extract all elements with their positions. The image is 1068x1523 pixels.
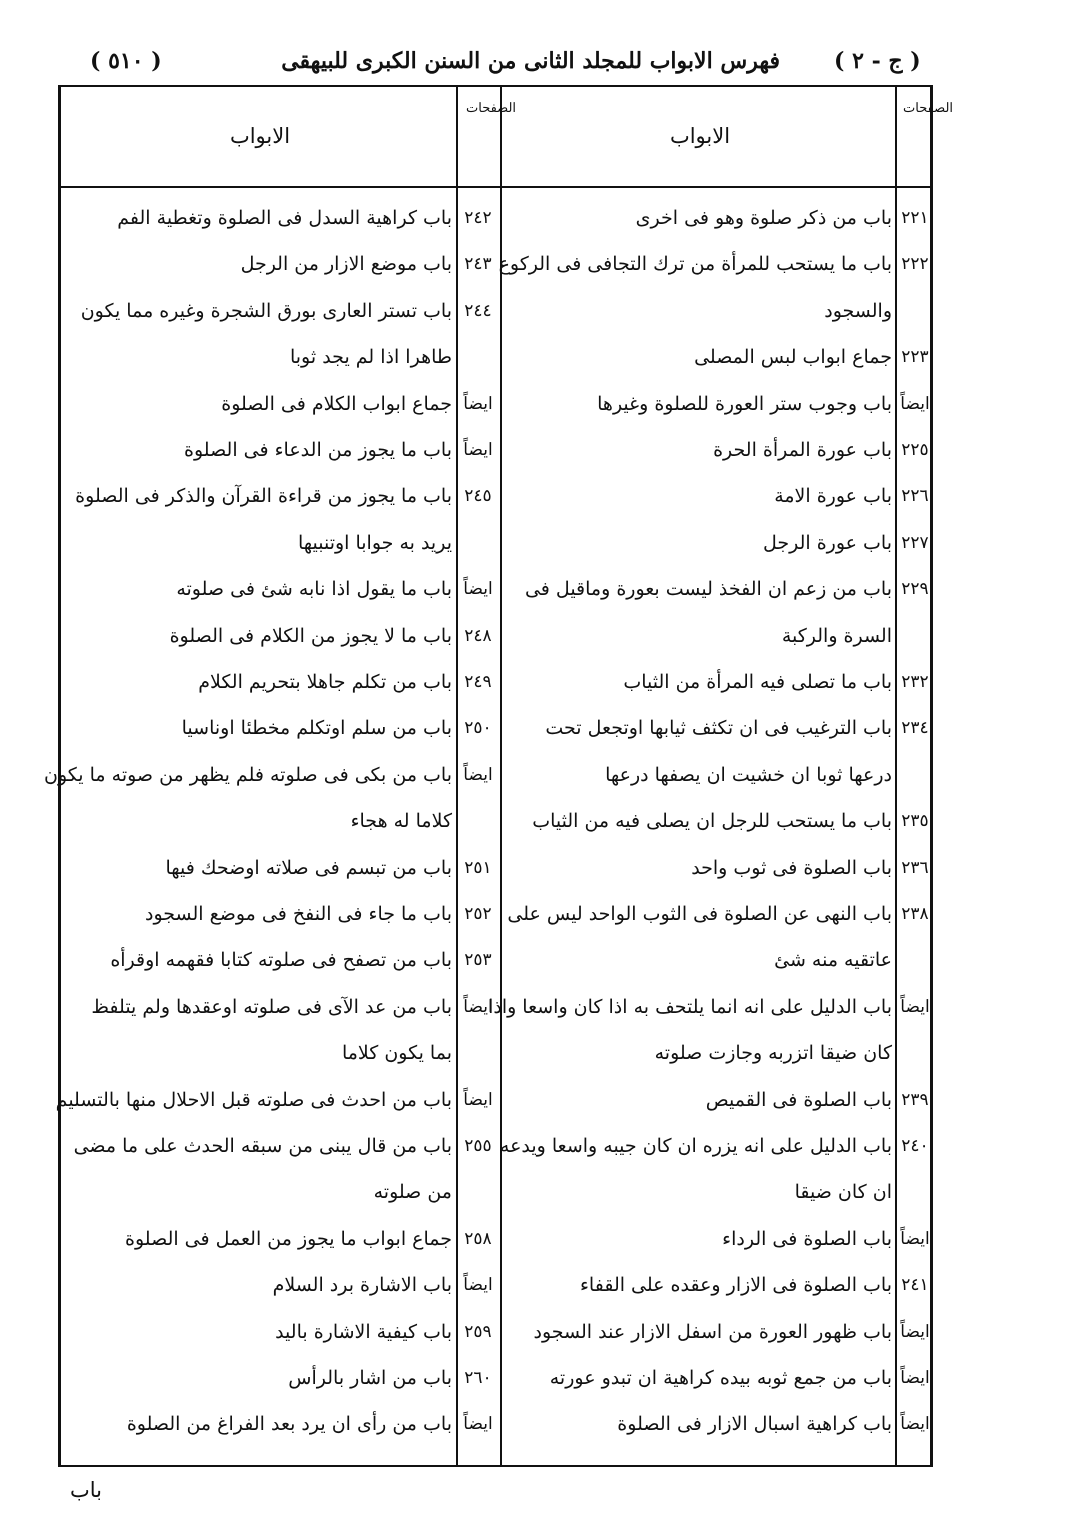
entry-title: جماع ابواب ما يجوز من العمل فى الصلوة — [125, 1227, 452, 1250]
entry-title: باب من ذكر صلوة وهو فى اخرى — [635, 207, 892, 229]
catchword: باب — [70, 1478, 103, 1502]
right-column-heading: الابواب — [669, 124, 731, 148]
entry-continuation: يريد به جوابا اوتنبيها — [297, 531, 452, 554]
entry-page-number: ٢٣٢ — [901, 672, 929, 692]
entry-page-number: ٢٣٥ — [901, 811, 929, 832]
entry-title: باب ما جاء فى النفخ فى موضع السجود — [145, 903, 452, 925]
entry-title: باب الدليل على انه انما يلتحف به اذا كان واسعا واذا — [488, 995, 892, 1018]
entry-page-number: ايضاً — [900, 1414, 930, 1435]
entry-title: باب الصلوة فى الازار وعقده على القفاء — [580, 1274, 892, 1297]
entry-title: باب الصلوة فى ثوب واحد — [691, 856, 892, 879]
entry-title: باب من سلم اوتكلم مخطئا اوناسيا — [181, 717, 452, 740]
entry-page-number: ٢٥٩ — [464, 1321, 492, 1342]
entry-continuation: بما يكون كلاما — [341, 1042, 452, 1065]
column-divider — [500, 85, 502, 1467]
entry-continuation: من صلوته — [373, 1181, 452, 1204]
left-column-heading: الابواب — [229, 124, 291, 148]
entry-page-number: ٢٢١ — [901, 208, 929, 228]
entry-page-number: ٢٤٨ — [464, 625, 492, 646]
entry-page-number: ٢٥٨ — [464, 1228, 492, 1249]
entry-page-number: ٢٤١ — [901, 1275, 929, 1296]
page-column-heading-left: الصفحات — [466, 101, 517, 116]
entry-title: باب ما تصلى فيه المرأة من الثياب — [623, 671, 892, 693]
entry-title: باب كراهية السدل فى الصلوة وتغطية الفم — [117, 207, 452, 229]
entry-page-number: ٢٢٢ — [901, 254, 929, 275]
entry-title: باب الاشارة برد السلام — [272, 1274, 452, 1297]
entry-page-number: ٢٢٦ — [901, 486, 929, 507]
entry-title: باب من رأى ان يرد بعد الفراغ من الصلوة — [126, 1413, 452, 1436]
entry-title: باب من زعم ان الفخذ ليست بعورة وماقيل فى — [524, 578, 892, 601]
entry-title: باب النهى عن الصلوة فى الثوب الواحد ليس على — [507, 903, 892, 925]
entry-title: باب الترغيب فى ان تكثف ثيابها اوتجعل تحت — [545, 717, 892, 740]
entry-title: باب ما يقول اذا نابه شئ فى صلوته — [176, 578, 452, 601]
entry-title: باب من احدث فى صلوته قبل الاحلال منها بالتسليم — [55, 1088, 452, 1111]
entry-page-number: ايضاً — [900, 1321, 930, 1342]
entry-page-number: ٢٥٣ — [464, 950, 492, 971]
entry-page-number: ٢٣٨ — [901, 904, 929, 924]
entry-title: باب من تصفح فى صلوته كتابا فقهمه اوقرأه — [110, 949, 452, 972]
entry-title: باب الصلوة فى الرداء — [722, 1227, 892, 1250]
header-rule — [58, 186, 933, 188]
entry-continuation: عاتقيه منه شئ — [774, 949, 892, 972]
entry-title: باب ما يجوز من الدعاء فى الصلوة — [184, 439, 452, 461]
entry-continuation: والسجود — [824, 299, 892, 322]
entry-page-number: ٢٤٠ — [901, 1136, 929, 1156]
entry-page-number: ايضاً — [900, 1228, 930, 1249]
entry-page-number: ٢٢٥ — [901, 440, 929, 460]
entry-title: باب كراهية اسبال الازار فى الصلوة — [617, 1413, 892, 1436]
entry-title: باب الدليل على انه يزره ان كان جيبه واسعا ويدعه — [499, 1135, 892, 1157]
entry-continuation: ان كان ضيقا — [794, 1181, 892, 1204]
entry-title: باب من عد الآى فى صلوته اوعقدها ولم يتلفظ — [91, 995, 452, 1018]
entry-page-number: ٢٢٣ — [901, 347, 929, 368]
entry-title: باب من بكى فى صلوته فلم يظهر من صوته ما يكون — [44, 763, 452, 786]
entry-title: باب ما يجوز من قراءة القرآن والذكر فى الصلوة — [75, 485, 452, 508]
entry-title: باب ظهور العورة من اسفل الازار عند السجود — [533, 1320, 892, 1343]
volume-label: ( ج - ٢ ) — [834, 48, 921, 74]
entry-title: باب تستر العارى بورق الشجرة وغيره مما يكون — [80, 299, 452, 322]
entry-page-number: ٢٤٩ — [464, 672, 492, 692]
entry-page-number: ايضاً — [463, 579, 493, 600]
entry-title: جماع ابواب لبس المصلى — [694, 346, 892, 369]
entry-page-number: ايضاً — [463, 1089, 493, 1110]
entry-page-number: ايضاً — [900, 393, 930, 414]
entry-title: جماع ابواب الكلام فى الصلوة — [221, 392, 452, 415]
entry-page-number: ٢٣٩ — [901, 1089, 929, 1110]
entry-title: باب كيفية الاشارة باليد — [275, 1320, 452, 1343]
entry-title: باب ما لا يجوز من الكلام فى الصلوة — [169, 624, 452, 647]
entry-continuation: كلاما له هجاء — [350, 810, 452, 833]
entry-page-number: ٢٥٥ — [464, 1136, 492, 1156]
entry-page-number: ٢٤٣ — [464, 254, 492, 275]
entry-page-number: ٢٣٤ — [901, 718, 929, 739]
entry-page-number: ٢٥٠ — [464, 718, 492, 739]
entry-page-number: ايضاً — [900, 996, 930, 1017]
entry-page-number: ٢٥٢ — [464, 904, 492, 924]
entry-title: باب ما يستحب للرجل ان يصلى فيه من الثياب — [532, 810, 892, 833]
entry-page-number: ٢٤٥ — [464, 486, 492, 507]
entry-title: باب عورة الرجل — [762, 531, 892, 554]
entry-title: باب من تكلم جاهلا بتحريم الكلام — [198, 671, 452, 693]
entry-title: باب من تبسم فى صلاته اوضحك فيها — [165, 856, 452, 879]
entry-title: باب موضع الازار من الرجل — [240, 253, 452, 276]
entry-continuation: السرة والركبة — [781, 624, 892, 647]
entry-page-number: ايضاً — [900, 1368, 930, 1388]
entry-title: باب عورة الامة — [774, 485, 892, 508]
entry-continuation: كان ضيقا اتزربه وجازت صلوته — [654, 1042, 892, 1065]
entry-page-number: ٢٤٢ — [464, 208, 492, 228]
entry-page-number: ايضاً — [463, 393, 493, 414]
page-title: فهرس الابواب للمجلد الثانى من السنن الكبرى للبيهقى — [281, 48, 780, 74]
entry-page-number: ايضاً — [463, 764, 493, 785]
entry-continuation: درعها ثوبا ان خشيت ان يصفها درعها — [605, 763, 892, 786]
entry-page-number: ٢٢٧ — [901, 532, 929, 553]
page-column-heading-right: الصفحات — [903, 101, 954, 116]
entry-title: باب الصلوة فى القميص — [705, 1088, 892, 1111]
entry-title: باب عورة المرأة الحرة — [713, 439, 892, 461]
page-number: ( ٥١٠ ) — [90, 48, 162, 74]
entry-title: باب من قال يبنى من سبقه الحدث على ما مضى — [73, 1135, 452, 1157]
entry-page-number: ايضاً — [463, 1414, 493, 1435]
entry-page-number: ٢٢٩ — [901, 579, 929, 600]
entry-page-number: ٢٣٦ — [901, 857, 929, 878]
entry-page-number: ٢٤٤ — [464, 300, 492, 321]
entry-page-number: ٢٦٠ — [464, 1368, 492, 1388]
entry-page-number: ٢٥١ — [464, 857, 492, 878]
entry-continuation: طاهرا اذا لم يجد ثوبا — [289, 346, 452, 369]
entry-title: باب من اشار بالرأس — [288, 1367, 452, 1389]
entry-title: باب ما يستحب للمرأة من ترك التجافى فى الركوع — [498, 253, 892, 276]
entry-title: باب من جمع ثوبه بيده كراهية ان تبدو عورته — [549, 1367, 892, 1389]
entry-title: باب وجوب ستر العورة للصلوة وغيرها — [597, 392, 892, 415]
entry-page-number: ايضاً — [463, 440, 493, 460]
entry-page-number: ايضاً — [463, 996, 493, 1017]
entry-page-number: ايضاً — [463, 1275, 493, 1296]
